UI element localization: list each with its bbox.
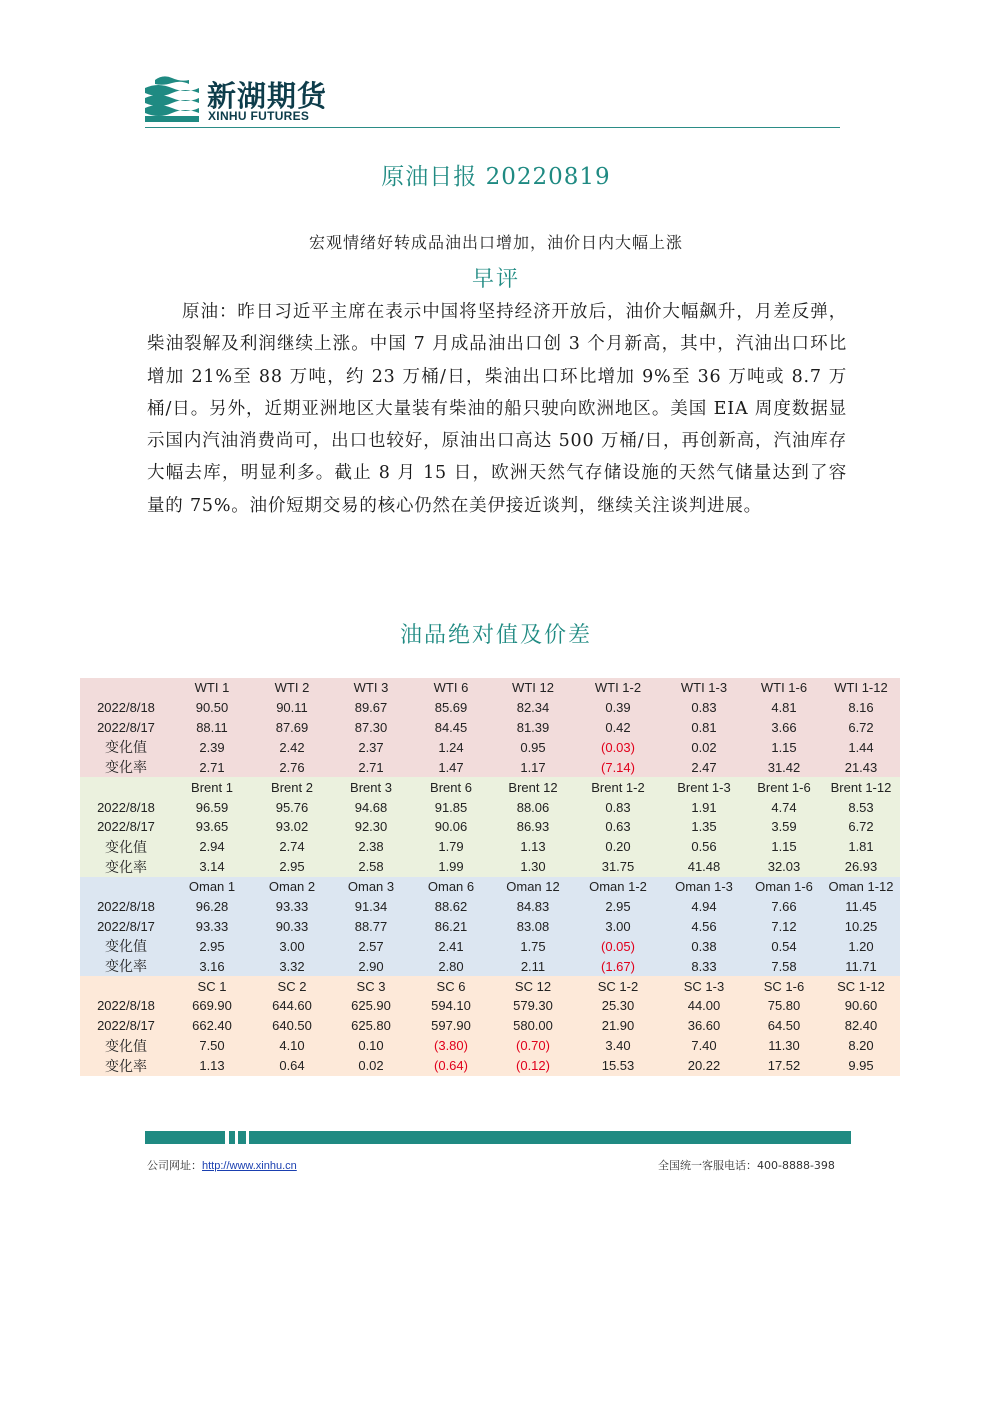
table-cell: 44.00	[662, 996, 746, 1016]
table-cell: 17.52	[746, 1056, 822, 1076]
column-header: Oman 1-12	[822, 877, 900, 897]
table-cell: 2.74	[252, 837, 332, 857]
report-title: 原油日报 20220819	[381, 164, 611, 190]
table-cell: 0.02	[662, 737, 746, 757]
table-cell: 0.95	[492, 737, 574, 757]
table-cell: 644.60	[252, 996, 332, 1016]
table-cell: 0.42	[574, 718, 662, 738]
table-cell: 6.72	[822, 817, 900, 837]
table-cell: 25.30	[574, 996, 662, 1016]
column-header: Oman 1	[172, 877, 252, 897]
table-cell: 4.56	[662, 916, 746, 936]
website-link[interactable]: http://www.xinhu.cn	[202, 1160, 297, 1172]
table-row	[80, 797, 900, 817]
table-cell: 90.11	[252, 698, 332, 718]
table-cell: 11.71	[822, 956, 900, 976]
table-cell: 1.35	[662, 817, 746, 837]
table-cell: 20.22	[662, 1056, 746, 1076]
row-label: 变化率	[80, 757, 172, 777]
column-header: Brent 1-12	[822, 777, 900, 797]
table-cell: (0.12)	[492, 1056, 574, 1076]
table-cell: 81.39	[492, 718, 574, 738]
table-cell: 3.66	[746, 718, 822, 738]
table-cell: 31.75	[574, 857, 662, 877]
table-cell: 7.12	[746, 916, 822, 936]
table-cell: 2.94	[172, 837, 252, 857]
table-cell: 86.93	[492, 817, 574, 837]
table-cell: 32.03	[746, 857, 822, 877]
column-header: Oman 2	[252, 877, 332, 897]
table-cell: 2.41	[410, 936, 492, 956]
morning-commentary: 原油：昨日习近平主席在表示中国将坚持经济开放后，油价大幅飙升，月差反弹，柴油裂解及利润继续上涨。中国 7 月成品油出口创 3 个月新高，其中，汽油出口环比增加 21%至 88 万吨，约 23 万桶/日，柴油出口环比增加 9%至 36 万吨或 8.7 万桶/日。另外，近期亚洲地区大量装有柴油的船只驶向欧洲地区。美国 EIA 周度数据显示国内汽油消费尚可，出口也较好，原油出口高达 500 万桶/日，再创新高，汽油库存大幅去库，明显利多。截止 8 月 15 日，欧洲天然气存储设施的天然气储量达到了容量的 75%。油价短期交易的核心仍然在美伊接近谈判，继续关注谈判进展。	[147, 302, 847, 516]
row-label: 变化率	[80, 956, 172, 976]
table-cell: 82.40	[822, 1016, 900, 1036]
table-cell: 2.47	[662, 757, 746, 777]
table-cell: 7.50	[172, 1036, 252, 1056]
table-cell: 8.53	[822, 797, 900, 817]
table-cell: 90.50	[172, 698, 252, 718]
row-label: 变化率	[80, 857, 172, 877]
page-header	[145, 72, 845, 130]
table-cell: 7.66	[746, 897, 822, 917]
table-cell: (0.64)	[410, 1056, 492, 1076]
table-cell: 88.62	[410, 897, 492, 917]
column-header: WTI 3	[332, 678, 410, 698]
column-header: SC 3	[332, 976, 410, 996]
table-cell: 2.95	[574, 897, 662, 917]
column-header: Brent 1-3	[662, 777, 746, 797]
table-row	[80, 1036, 900, 1056]
table-cell: 4.74	[746, 797, 822, 817]
table-cell: 64.50	[746, 1016, 822, 1036]
oil-price-table	[80, 678, 900, 1076]
table-row	[80, 897, 900, 917]
table-cell: 1.17	[492, 757, 574, 777]
row-label: 变化值	[80, 837, 172, 857]
table-cell: 85.69	[410, 698, 492, 718]
column-header: WTI 6	[410, 678, 492, 698]
column-header: SC 1-6	[746, 976, 822, 996]
table-cell: 579.30	[492, 996, 574, 1016]
column-header	[80, 976, 172, 996]
table-cell: 597.90	[410, 1016, 492, 1036]
table-cell: 75.80	[746, 996, 822, 1016]
column-header: WTI 12	[492, 678, 574, 698]
morning-heading: 早评	[471, 267, 520, 292]
column-header: Brent 3	[332, 777, 410, 797]
row-label: 变化值	[80, 737, 172, 757]
table-header-row-wti	[80, 678, 900, 698]
table-cell: 1.99	[410, 857, 492, 877]
table-cell: (7.14)	[574, 757, 662, 777]
table-cell: 8.20	[822, 1036, 900, 1056]
table-row	[80, 1016, 900, 1036]
table-cell: 1.81	[822, 837, 900, 857]
table-cell: 1.79	[410, 837, 492, 857]
table-cell: 3.00	[574, 916, 662, 936]
footer-website	[147, 1157, 297, 1173]
table-header-row-sc	[80, 976, 900, 996]
footer-bar	[145, 1131, 851, 1144]
column-header: Brent 6	[410, 777, 492, 797]
table-cell: 2.39	[172, 737, 252, 757]
table-cell: 4.10	[252, 1036, 332, 1056]
table-cell: 88.11	[172, 718, 252, 738]
table-cell: 93.33	[252, 897, 332, 917]
column-header: Oman 3	[332, 877, 410, 897]
column-header: Oman 1-6	[746, 877, 822, 897]
table-cell: 0.10	[332, 1036, 410, 1056]
table-cell: 1.15	[746, 737, 822, 757]
table-cell: 0.64	[252, 1056, 332, 1076]
column-header: WTI 1-6	[746, 678, 822, 698]
table-cell: 41.48	[662, 857, 746, 877]
table-cell: 669.90	[172, 996, 252, 1016]
table-cell: 90.06	[410, 817, 492, 837]
table-cell: 88.06	[492, 797, 574, 817]
table-cell: 1.47	[410, 757, 492, 777]
table-cell: 89.67	[332, 698, 410, 718]
table-cell: 0.56	[662, 837, 746, 857]
table-cell: 96.28	[172, 897, 252, 917]
column-header: Brent 1	[172, 777, 252, 797]
table-cell: 1.15	[746, 837, 822, 857]
header-divider	[145, 127, 840, 128]
table-row	[80, 996, 900, 1016]
table-cell: 1.91	[662, 797, 746, 817]
column-header	[80, 777, 172, 797]
table-cell: 0.02	[332, 1056, 410, 1076]
table-cell: 594.10	[410, 996, 492, 1016]
table-cell: 1.24	[410, 737, 492, 757]
table-cell: 0.54	[746, 936, 822, 956]
column-header	[80, 877, 172, 897]
table-row	[80, 857, 900, 877]
table-cell: 625.80	[332, 1016, 410, 1036]
table-cell: 662.40	[172, 1016, 252, 1036]
column-header: SC 2	[252, 976, 332, 996]
table-cell: (0.70)	[492, 1036, 574, 1056]
table-cell: 36.60	[662, 1016, 746, 1036]
table-cell: 15.53	[574, 1056, 662, 1076]
table-cell: 3.16	[172, 956, 252, 976]
table-cell: 2.80	[410, 956, 492, 976]
column-header: SC 1-12	[822, 976, 900, 996]
website-label: 公司网址：	[147, 1159, 202, 1172]
table-cell: 0.83	[574, 797, 662, 817]
table-cell: 6.72	[822, 718, 900, 738]
table-cell: 640.50	[252, 1016, 332, 1036]
table-cell: 95.76	[252, 797, 332, 817]
table-cell: 83.08	[492, 916, 574, 936]
table-cell: 3.14	[172, 857, 252, 877]
column-header: Oman 1-3	[662, 877, 746, 897]
table-cell: 88.77	[332, 916, 410, 936]
table-row	[80, 817, 900, 837]
table-cell: 0.20	[574, 837, 662, 857]
column-header: SC 12	[492, 976, 574, 996]
row-label: 2022/8/18	[80, 897, 172, 917]
table-cell: 1.44	[822, 737, 900, 757]
table-cell: 90.60	[822, 996, 900, 1016]
table-cell: 1.13	[492, 837, 574, 857]
table-row	[80, 737, 900, 757]
row-label: 2022/8/18	[80, 698, 172, 718]
table-cell: 580.00	[492, 1016, 574, 1036]
table-cell: 4.81	[746, 698, 822, 718]
table-cell: 11.45	[822, 897, 900, 917]
table-cell: (3.80)	[410, 1036, 492, 1056]
column-header: SC 1-3	[662, 976, 746, 996]
table-cell: 2.76	[252, 757, 332, 777]
table-cell: 92.30	[332, 817, 410, 837]
column-header	[80, 678, 172, 698]
row-label: 2022/8/17	[80, 817, 172, 837]
table-cell: 82.34	[492, 698, 574, 718]
table-cell: 93.02	[252, 817, 332, 837]
column-header: SC 6	[410, 976, 492, 996]
table-cell: (1.67)	[574, 956, 662, 976]
column-header: SC 1-2	[574, 976, 662, 996]
table-cell: 2.42	[252, 737, 332, 757]
table-cell: 0.81	[662, 718, 746, 738]
table-row	[80, 916, 900, 936]
row-label: 2022/8/18	[80, 996, 172, 1016]
column-header: WTI 1-2	[574, 678, 662, 698]
table-cell: 90.33	[252, 916, 332, 936]
table-cell: 10.25	[822, 916, 900, 936]
table-cell: 2.38	[332, 837, 410, 857]
table-cell: 8.33	[662, 956, 746, 976]
table-row	[80, 1056, 900, 1076]
table-cell: 1.30	[492, 857, 574, 877]
table-cell: 21.90	[574, 1016, 662, 1036]
table-cell: 7.58	[746, 956, 822, 976]
table-cell: 9.95	[822, 1056, 900, 1076]
table-cell: 2.37	[332, 737, 410, 757]
column-header: WTI 1	[172, 678, 252, 698]
table-cell: 93.65	[172, 817, 252, 837]
table-cell: 0.39	[574, 698, 662, 718]
column-header: SC 1	[172, 976, 252, 996]
column-header: Brent 2	[252, 777, 332, 797]
table-header-row-oman	[80, 877, 900, 897]
table-cell: 1.75	[492, 936, 574, 956]
table-cell: 93.33	[172, 916, 252, 936]
row-label: 2022/8/17	[80, 718, 172, 738]
table-header-row-brent	[80, 777, 900, 797]
table-cell: (0.05)	[574, 936, 662, 956]
table-cell: 2.95	[172, 936, 252, 956]
row-label: 2022/8/17	[80, 916, 172, 936]
table-row	[80, 718, 900, 738]
column-header: Brent 1-6	[746, 777, 822, 797]
table-cell: 7.40	[662, 1036, 746, 1056]
table-row	[80, 936, 900, 956]
table-cell: 21.43	[822, 757, 900, 777]
column-header: Oman 1-2	[574, 877, 662, 897]
column-header: WTI 1-12	[822, 678, 900, 698]
xinhu-logo-icon	[145, 72, 199, 124]
table-cell: 2.90	[332, 956, 410, 976]
table-cell: 1.20	[822, 936, 900, 956]
table-cell: 4.94	[662, 897, 746, 917]
table-cell: 3.00	[252, 936, 332, 956]
table-cell: 0.83	[662, 698, 746, 718]
table-cell: 94.68	[332, 797, 410, 817]
table-cell: 3.32	[252, 956, 332, 976]
table-cell: 2.71	[172, 757, 252, 777]
column-header: WTI 2	[252, 678, 332, 698]
table-cell: (0.03)	[574, 737, 662, 757]
table-cell: 31.42	[746, 757, 822, 777]
footer-hotline: 全国统一客服电话：400-8888-398	[658, 1159, 835, 1172]
table-cell: 11.30	[746, 1036, 822, 1056]
table-row	[80, 757, 900, 777]
column-header: WTI 1-3	[662, 678, 746, 698]
brand-name-en: XINHU FUTURES	[208, 109, 310, 123]
table-heading: 油品绝对值及价差	[399, 623, 592, 648]
row-label: 变化率	[80, 1056, 172, 1076]
table-row	[80, 956, 900, 976]
table-cell: 96.59	[172, 797, 252, 817]
table-cell: 1.13	[172, 1056, 252, 1076]
table-cell: 8.16	[822, 698, 900, 718]
table-cell: 91.34	[332, 897, 410, 917]
table-cell: 84.45	[410, 718, 492, 738]
table-cell: 91.85	[410, 797, 492, 817]
table-row	[80, 698, 900, 718]
table-cell: 2.58	[332, 857, 410, 877]
table-cell: 2.11	[492, 956, 574, 976]
table-cell: 2.71	[332, 757, 410, 777]
table-cell: 26.93	[822, 857, 900, 877]
report-subtitle: 宏观情绪好转成品油出口增加，油价日内大幅上涨	[308, 233, 683, 252]
column-header: Oman 6	[410, 877, 492, 897]
row-label: 2022/8/17	[80, 1016, 172, 1036]
row-label: 变化值	[80, 936, 172, 956]
table-cell: 87.30	[332, 718, 410, 738]
table-cell: 2.95	[252, 857, 332, 877]
table-cell: 3.40	[574, 1036, 662, 1056]
table-cell: 0.38	[662, 936, 746, 956]
table-cell: 3.59	[746, 817, 822, 837]
table-cell: 87.69	[252, 718, 332, 738]
row-label: 变化值	[80, 1036, 172, 1056]
column-header: Brent 1-2	[574, 777, 662, 797]
table-cell: 2.57	[332, 936, 410, 956]
column-header: Brent 12	[492, 777, 574, 797]
table-cell: 84.83	[492, 897, 574, 917]
table-cell: 0.63	[574, 817, 662, 837]
table-cell: 625.90	[332, 996, 410, 1016]
column-header: Oman 12	[492, 877, 574, 897]
table-cell: 86.21	[410, 916, 492, 936]
table-row	[80, 837, 900, 857]
row-label: 2022/8/18	[80, 797, 172, 817]
brand-name-cn: 新湖期货	[207, 79, 328, 113]
